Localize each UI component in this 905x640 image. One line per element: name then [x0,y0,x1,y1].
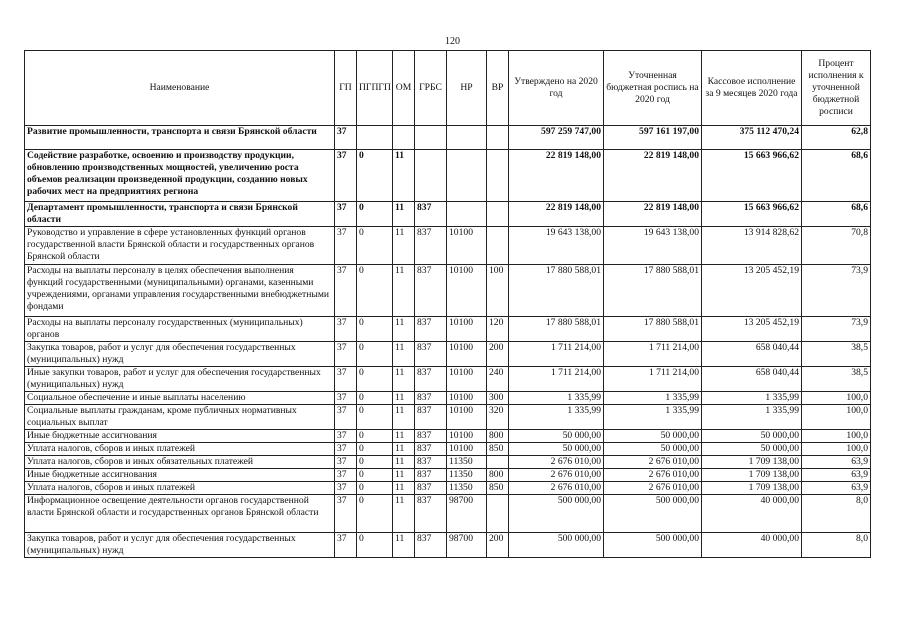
cell-refined: 17 880 588,01 [604,265,702,317]
cell-cash: 658 040,44 [702,342,802,367]
cell-grbs: 837 [415,443,447,456]
table-row [25,126,871,150]
cell-grbs: 837 [415,405,447,430]
cell-vr: 100 [487,265,509,317]
cell-refined: 2 676 010,00 [604,456,702,469]
cell-approved: 1 711 214,00 [509,342,604,367]
cell-approved: 1 335,99 [509,405,604,430]
table-row [25,469,871,482]
cell-gp: 37 [335,317,357,342]
cell-vr: 850 [487,482,509,495]
cell-om: 11 [393,533,415,558]
cell-cash: 13 914 828,62 [702,227,802,265]
cell-ppgp: 0 [357,227,393,265]
cell-grbs [415,150,447,202]
table-row [25,456,871,469]
cell-vr [487,202,509,227]
table-row [25,202,871,227]
cell-cash: 375 112 470,24 [702,126,802,150]
cell-approved: 2 676 010,00 [509,469,604,482]
cell-name: Иные закупки товаров, работ и услуг для обеспечения государственных (муниципальных) нужд [25,367,335,392]
cell-approved: 1 711 214,00 [509,367,604,392]
cell-approved: 19 643 138,00 [509,227,604,265]
cell-vr: 200 [487,533,509,558]
header-np: НР [447,51,487,126]
cell-gp: 37 [335,456,357,469]
cell-cash: 40 000,00 [702,533,802,558]
cell-np: 10100 [447,392,487,405]
cell-name: Иные бюджетные ассигнования [25,469,335,482]
cell-np: 10100 [447,317,487,342]
cell-om: 11 [393,456,415,469]
table-body [25,126,871,558]
cell-refined: 1 335,99 [604,405,702,430]
cell-np: 11350 [447,482,487,495]
cell-om: 11 [393,405,415,430]
cell-approved: 50 000,00 [509,443,604,456]
cell-vr: 120 [487,317,509,342]
cell-approved: 1 335,99 [509,392,604,405]
cell-om: 11 [393,443,415,456]
cell-vr [487,126,509,150]
cell-np: 98700 [447,495,487,533]
cell-vr: 850 [487,443,509,456]
cell-percent: 63,9 [802,469,871,482]
cell-cash: 1 709 138,00 [702,469,802,482]
cell-approved: 22 819 148,00 [509,202,604,227]
cell-percent: 100,0 [802,392,871,405]
cell-refined: 500 000,00 [604,533,702,558]
cell-percent: 100,0 [802,430,871,443]
cell-gp: 37 [335,405,357,430]
cell-np: 11350 [447,469,487,482]
cell-refined: 19 643 138,00 [604,227,702,265]
cell-name: Расходы на выплаты персоналу в целях обеспечения выполнения функций государственными (муниципальными) органами, казенными учреждениями, органами управления государственными внебюджетными фондами [25,265,335,317]
table-row [25,533,871,558]
table-row [25,405,871,430]
cell-vr: 800 [487,469,509,482]
cell-ppgp: 0 [357,533,393,558]
cell-om: 11 [393,342,415,367]
cell-percent: 63,9 [802,456,871,469]
cell-approved: 2 676 010,00 [509,456,604,469]
cell-grbs: 837 [415,202,447,227]
cell-cash: 50 000,00 [702,443,802,456]
table-row [25,443,871,456]
cell-ppgp: 0 [357,482,393,495]
cell-percent: 70,8 [802,227,871,265]
cell-ppgp: 0 [357,495,393,533]
cell-cash: 1 709 138,00 [702,456,802,469]
cell-gp: 37 [335,533,357,558]
cell-cash: 13 205 452,19 [702,265,802,317]
cell-vr: 800 [487,430,509,443]
cell-approved: 500 000,00 [509,495,604,533]
cell-ppgp: 0 [357,150,393,202]
cell-name: Иные бюджетные ассигнования [25,430,335,443]
cell-refined: 1 711 214,00 [604,367,702,392]
cell-refined: 1 335,99 [604,392,702,405]
cell-name: Расходы на выплаты персоналу государственных (муниципальных) органов [25,317,335,342]
table-row [25,342,871,367]
cell-om [393,126,415,150]
cell-vr: 320 [487,405,509,430]
cell-name: Информационное освещение деятельности органов государственной власти Брянской области и государственных органов Брянской области [25,495,335,533]
table-row [25,150,871,202]
cell-name: Содействие разработке, освоению и производству продукции, обновлению производственных мощностей, увеличению роста объемов реализации произведенной продукции, созданию новых рабочих мест на предприятиях региона [25,150,335,202]
cell-vr [487,150,509,202]
cell-approved: 50 000,00 [509,430,604,443]
cell-percent: 38,5 [802,367,871,392]
cell-name: Закупка товаров, работ и услуг для обеспечения государственных (муниципальных) нужд [25,342,335,367]
cell-grbs: 837 [415,342,447,367]
cell-np: 10100 [447,405,487,430]
cell-cash: 1 709 138,00 [702,482,802,495]
cell-percent: 100,0 [802,405,871,430]
cell-cash: 15 663 966,62 [702,202,802,227]
table-row [25,392,871,405]
cell-cash: 1 335,99 [702,392,802,405]
cell-np: 10100 [447,342,487,367]
cell-gp: 37 [335,342,357,367]
cell-np [447,126,487,150]
cell-refined: 50 000,00 [604,443,702,456]
header-gp: ГП [335,51,357,126]
cell-vr [487,495,509,533]
cell-ppgp: 0 [357,392,393,405]
header-refined: Уточненная бюджетная роспись на 2020 год [604,51,702,126]
table-row [25,265,871,317]
cell-grbs: 837 [415,533,447,558]
cell-name: Уплата налогов, сборов и иных платежей [25,482,335,495]
cell-cash: 15 663 966,62 [702,150,802,202]
header-om: ОМ [393,51,415,126]
header-ppgp: ПГПГП [357,51,393,126]
cell-refined: 22 819 148,00 [604,150,702,202]
cell-om: 11 [393,482,415,495]
cell-gp: 37 [335,482,357,495]
cell-name: Развитие промышленности, транспорта и связи Брянской области [25,126,335,150]
cell-gp: 37 [335,367,357,392]
cell-gp: 37 [335,202,357,227]
cell-grbs: 837 [415,392,447,405]
cell-ppgp: 0 [357,202,393,227]
header-name: Наименование [25,51,335,126]
table-row [25,367,871,392]
header-vr: ВР [487,51,509,126]
cell-percent: 100,0 [802,443,871,456]
cell-name: Закупка товаров, работ и услуг для обеспечения государственных (муниципальных) нужд [25,533,335,558]
cell-np: 10100 [447,430,487,443]
cell-ppgp: 0 [357,342,393,367]
cell-percent: 62,8 [802,126,871,150]
cell-np: 10100 [447,227,487,265]
cell-refined: 50 000,00 [604,430,702,443]
cell-ppgp: 0 [357,265,393,317]
cell-percent: 68,6 [802,202,871,227]
cell-ppgp: 0 [357,405,393,430]
cell-grbs: 837 [415,317,447,342]
cell-grbs: 837 [415,430,447,443]
header-percent: Процент исполнения к уточненной бюджетной росписи [802,51,871,126]
cell-cash: 1 335,99 [702,405,802,430]
cell-percent: 38,5 [802,342,871,367]
cell-vr: 240 [487,367,509,392]
cell-np [447,150,487,202]
cell-np: 11350 [447,456,487,469]
cell-om: 11 [393,367,415,392]
header-cash: Кассовое исполнение за 9 месяцев 2020 года [702,51,802,126]
cell-refined: 2 676 010,00 [604,469,702,482]
cell-cash: 13 205 452,19 [702,317,802,342]
cell-grbs: 837 [415,482,447,495]
table-row [25,317,871,342]
cell-gp: 37 [335,150,357,202]
cell-np: 10100 [447,265,487,317]
cell-refined: 22 819 148,00 [604,202,702,227]
cell-ppgp: 0 [357,443,393,456]
cell-ppgp [357,126,393,150]
cell-refined: 17 880 588,01 [604,317,702,342]
cell-np: 10100 [447,443,487,456]
cell-grbs [415,126,447,150]
cell-name: Уплата налогов, сборов и иных обязательных платежей [25,456,335,469]
cell-name: Социальное обеспечение и иные выплаты населению [25,392,335,405]
cell-approved: 500 000,00 [509,533,604,558]
cell-refined: 2 676 010,00 [604,482,702,495]
cell-name: Департамент промышленности, транспорта и связи Брянской области [25,202,335,227]
cell-grbs: 837 [415,265,447,317]
cell-refined: 597 161 197,00 [604,126,702,150]
cell-om: 11 [393,227,415,265]
cell-cash: 50 000,00 [702,430,802,443]
cell-om: 11 [393,430,415,443]
cell-approved: 22 819 148,00 [509,150,604,202]
header-grbs: ГРБС [415,51,447,126]
cell-gp: 37 [335,469,357,482]
cell-percent: 73,9 [802,317,871,342]
cell-om: 11 [393,150,415,202]
cell-np: 10100 [447,367,487,392]
cell-gp: 37 [335,430,357,443]
cell-cash: 40 000,00 [702,495,802,533]
cell-grbs: 837 [415,367,447,392]
cell-grbs: 837 [415,495,447,533]
cell-vr: 300 [487,392,509,405]
cell-percent: 8,0 [802,533,871,558]
cell-vr [487,456,509,469]
cell-ppgp: 0 [357,456,393,469]
cell-np: 98700 [447,533,487,558]
cell-cash: 658 040,44 [702,367,802,392]
cell-om: 11 [393,317,415,342]
cell-percent: 8,0 [802,495,871,533]
cell-approved: 17 880 588,01 [509,265,604,317]
cell-gp: 37 [335,392,357,405]
cell-ppgp: 0 [357,469,393,482]
cell-ppgp: 0 [357,430,393,443]
cell-name: Руководство и управление в сфере установленных функций органов государственной власти Брянской области и государственных органов Брянской области [25,227,335,265]
cell-om: 11 [393,265,415,317]
cell-om: 11 [393,392,415,405]
cell-vr [487,227,509,265]
page-number: 120 [445,36,460,47]
cell-refined: 1 711 214,00 [604,342,702,367]
cell-om: 11 [393,495,415,533]
cell-ppgp: 0 [357,367,393,392]
cell-approved: 2 676 010,00 [509,482,604,495]
header-approved: Утверждено на 2020 год [509,51,604,126]
cell-gp: 37 [335,126,357,150]
cell-name: Социальные выплаты гражданам, кроме публичных нормативных социальных выплат [25,405,335,430]
cell-grbs: 837 [415,469,447,482]
table-row [25,227,871,265]
cell-vr: 200 [487,342,509,367]
table-header-row [25,51,871,126]
cell-np [447,202,487,227]
cell-gp: 37 [335,265,357,317]
cell-percent: 68,6 [802,150,871,202]
cell-gp: 37 [335,227,357,265]
cell-grbs: 837 [415,227,447,265]
cell-grbs: 837 [415,456,447,469]
cell-gp: 37 [335,443,357,456]
cell-refined: 500 000,00 [604,495,702,533]
cell-gp: 37 [335,495,357,533]
cell-om: 11 [393,469,415,482]
table-row [25,495,871,533]
budget-table [24,50,871,558]
cell-om: 11 [393,202,415,227]
cell-approved: 17 880 588,01 [509,317,604,342]
cell-percent: 73,9 [802,265,871,317]
table-row [25,482,871,495]
cell-name: Уплата налогов, сборов и иных платежей [25,443,335,456]
cell-ppgp: 0 [357,317,393,342]
table-row [25,430,871,443]
cell-approved: 597 259 747,00 [509,126,604,150]
cell-percent: 63,9 [802,482,871,495]
